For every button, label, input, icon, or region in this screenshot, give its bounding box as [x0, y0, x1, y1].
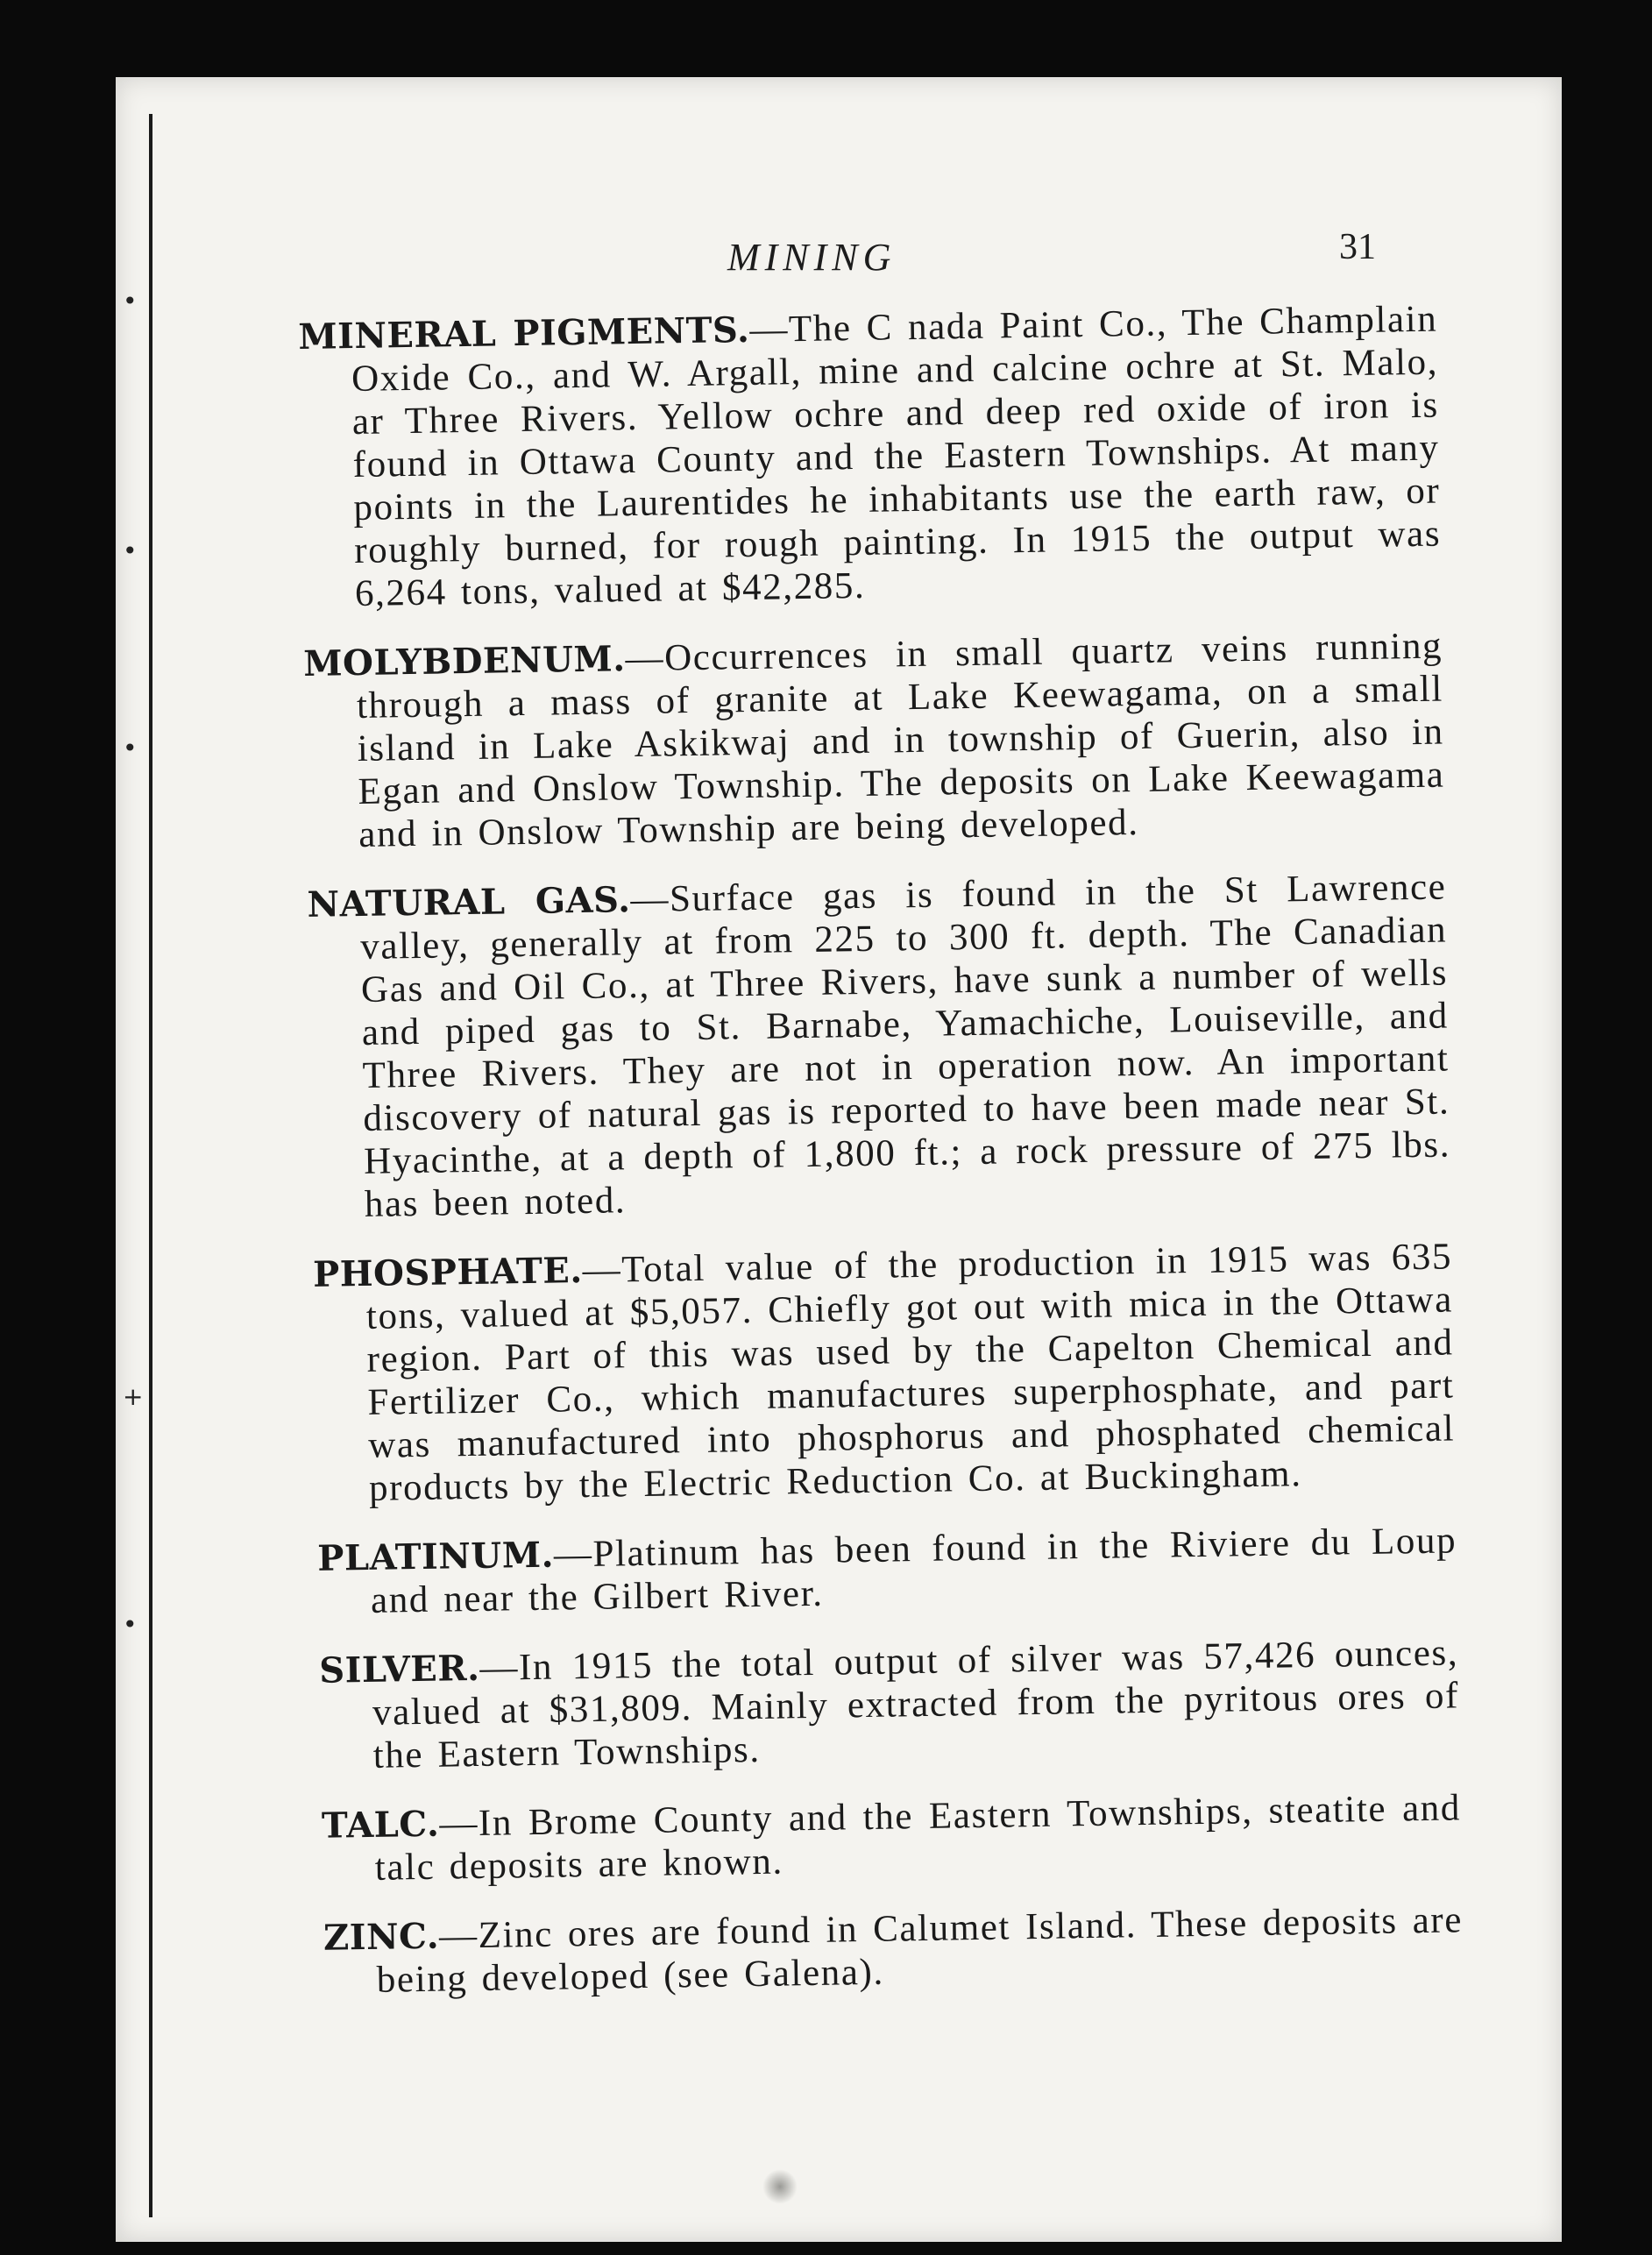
entry-body: —Total value of the production in 1915 was 635 tons, valued at $5,057. Chiefly got out with mica in the Ottawa region. Part of this was used by the Capelton Chemical and Fertilizer Co., which manufactures superphosphate, and part was manufactured into phosphorus and phosphated chemical products by the Electric Reduction Co. at Buckingham. — [365, 1236, 1456, 1509]
running-head: MINING — [727, 236, 897, 279]
entry-heading: PLATINUM. — [316, 1534, 555, 1579]
entry-body: —Platinum has been found in the Riviere du Loup and near the Gilbert River. — [370, 1520, 1457, 1621]
margin-mark: • — [123, 536, 138, 565]
margin-mark: + — [123, 1382, 144, 1411]
entry-zinc — [323, 1898, 1464, 2002]
page-number: 31 — [1339, 227, 1376, 267]
entry-body: —Occurrences in small quartz veins running through a mass of granite at Lake Keewagama, on a small island in Lake Askikwaj and in township of Guerin, also in Egan and Onslow Township. The deposits on Lake Keewagama and in Onslow Township are being developed. — [356, 625, 1445, 855]
entry-mineral-pigments — [298, 298, 1442, 616]
entry-heading: NATURAL GAS. — [307, 879, 631, 925]
entry-body: —Zinc ores are found in Calumet Island. These deposits are being developed (see Galena). — [376, 1899, 1464, 2001]
entry-body: —Surface gas is found in the St Lawrence valley, generally at from 225 to 300 ft. depth. The Canadian Gas and Oil Co., at Three Rivers, have sunk a number of wells and piped gas to St. Barnabe, Yamachiche, Louiseville, and Three Rivers. They are not in operation now. An important discovery of natural gas is reported to have been made near St. Hyacinthe, at a depth of 1,800 ft.; a rock pressure of 275 lbs. has been noted. — [359, 866, 1451, 1225]
entry-body: —The C nada Paint Co., The Champlain Oxide Co., and W. Argall, mine and calcine ochre at St. Malo, ar Three Rivers. Yellow ochre and deep red oxide of iron is found in Ottawa County and the Eastern Townships. At many points in the Laurentides he inhabitants use the earth raw, or roughly burned, for rough painting. In 1915 the output was 6,264 tons, valued at $42,285. — [351, 298, 1442, 615]
entry-natural-gas — [307, 866, 1451, 1227]
entry-body: —In 1915 the total output of silver was 57,426 ounces, valued at $31,809. Mainly extracted from the pyritous ores of the Eastern Townships. — [372, 1632, 1460, 1776]
entry-phosphate — [313, 1235, 1456, 1510]
binding-edge — [149, 114, 152, 2217]
margin-mark: • — [123, 734, 138, 762]
entry-heading: SILVER. — [318, 1647, 480, 1691]
margin-mark: • — [123, 1610, 138, 1639]
entry-list — [298, 298, 1464, 2029]
entry-platinum — [317, 1519, 1457, 1622]
entry-body: —In Brome County and the Eastern Townships, steatite and talc deposits are known. — [374, 1787, 1462, 1889]
entry-molybdenum — [303, 625, 1446, 857]
entry-talc — [322, 1786, 1462, 1890]
entry-heading: TALC. — [321, 1803, 440, 1847]
paper-stain — [762, 2169, 798, 2204]
entry-heading: MINERAL PIGMENTS. — [298, 308, 750, 358]
entry-heading: MOLYBDENUM. — [302, 638, 626, 684]
margin-mark: • — [123, 287, 138, 316]
entry-heading: ZINC. — [323, 1915, 440, 1959]
entry-heading: PHOSPHATE. — [312, 1250, 584, 1295]
entry-silver — [319, 1631, 1460, 1777]
